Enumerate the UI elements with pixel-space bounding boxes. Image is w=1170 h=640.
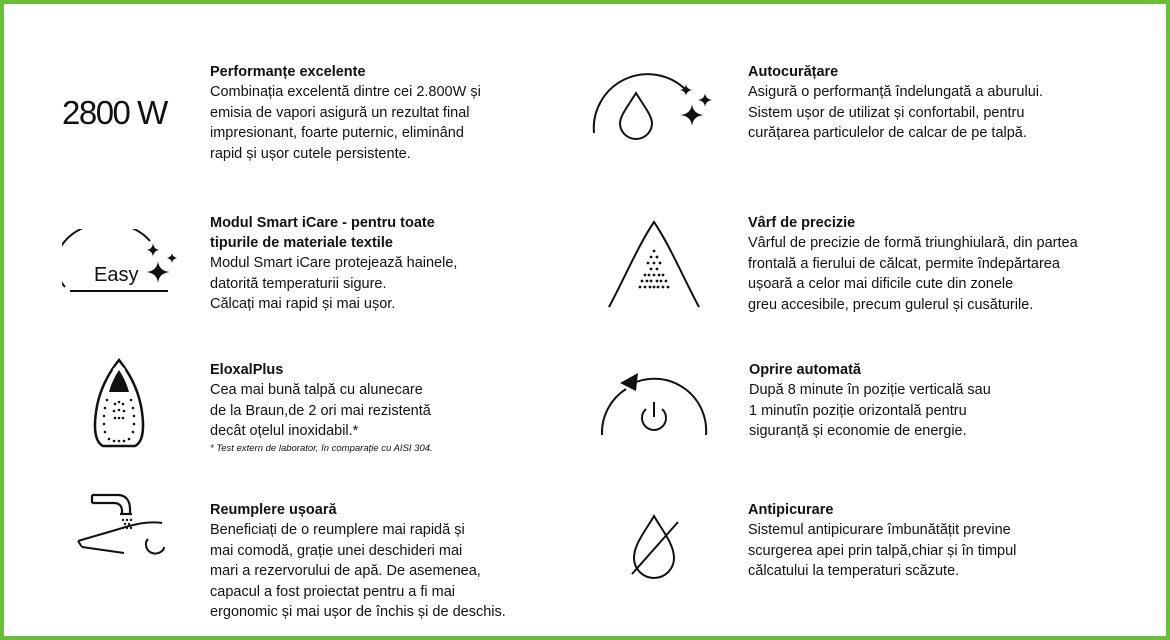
feature-title: Autocurățare (748, 64, 839, 80)
feature-title: Reumplere ușoară (210, 502, 337, 518)
feature-smart-icare (210, 213, 457, 315)
power-2800w-icon: 2800 W (62, 94, 167, 131)
feature-performance (210, 62, 481, 164)
feature-description: Modul Smart iCare protejează hainele, datorită temperaturii sigure. Călcați mai rapid și mai ușor. (210, 255, 458, 312)
anti-drip-icon (622, 512, 686, 582)
soleplate-icon (89, 356, 149, 452)
feature-title: Modul Smart iCare - pentru toate tipurile de materiale textile (210, 215, 435, 251)
feature-easy-refill (210, 500, 506, 623)
feature-description: După 8 minute în poziție verticală sau 1 minutîn poziție orizontală pentru siguranță și economie de energie. (749, 382, 991, 439)
feature-title: EloxalPlus (210, 362, 284, 378)
feature-title: Vârf de precizie (748, 215, 856, 231)
self-clean-icon (588, 66, 718, 141)
precision-tip-icon (604, 219, 704, 311)
feature-eloxalplus (210, 360, 433, 455)
feature-description: Asigură o performanță îndelungată a aburului. Sistem ușor de utilizat și confortabil, pentru curățarea particulelor de calcar de pe talpă. (748, 84, 1044, 141)
auto-shutoff-icon (598, 369, 714, 439)
feature-footnote: * Test extern de laborator, în comparație cu AISI 304. (210, 442, 433, 454)
feature-description: Vârful de precizie de formă triunghiulară, din partea frontală a fierului de călcat, permite îndepărtarea ușoară a celor mai dificile cute din zonele greu accesibile, precum gulerul și cusăturile. (748, 235, 1078, 313)
feature-title: Oprire automată (749, 362, 861, 378)
feature-anti-drip (748, 500, 1016, 582)
easy-label: Easy (94, 264, 139, 286)
feature-title: Performanțe excelente (210, 64, 366, 80)
feature-title: Antipicurare (748, 502, 834, 518)
feature-description: Cea mai bună talpă cu alunecare de la Braun,de 2 ori mai rezistentă decât oțelul inoxidabil.* (210, 382, 431, 439)
feature-precision-tip (748, 213, 1078, 315)
feature-self-clean (748, 62, 1043, 144)
easy-refill-icon (74, 489, 174, 564)
feature-description: Sistemul antipicurare îmbunătățit previne scurgerea apei prin talpă,chiar și în timpul călcatului la temperaturi scăzute. (748, 522, 1017, 579)
feature-description: Beneficiați de o reumplere mai rapidă și mai comodă, grație unei deschideri mai mari a rezervorului de apă. De asemenea, capacul a fost proiectat pentru a fi mai ergonomic și mai ușor de închis și de deschis. (210, 522, 506, 620)
feature-description: Combinația excelentă dintre cei 2.800W și emisia de vapori asigură un rezultat final impresionant, foarte puternic, eliminând rapid și ușor cutele persistente. (210, 84, 481, 162)
easy-icare-icon (62, 229, 182, 299)
feature-auto-shutoff (749, 360, 991, 442)
